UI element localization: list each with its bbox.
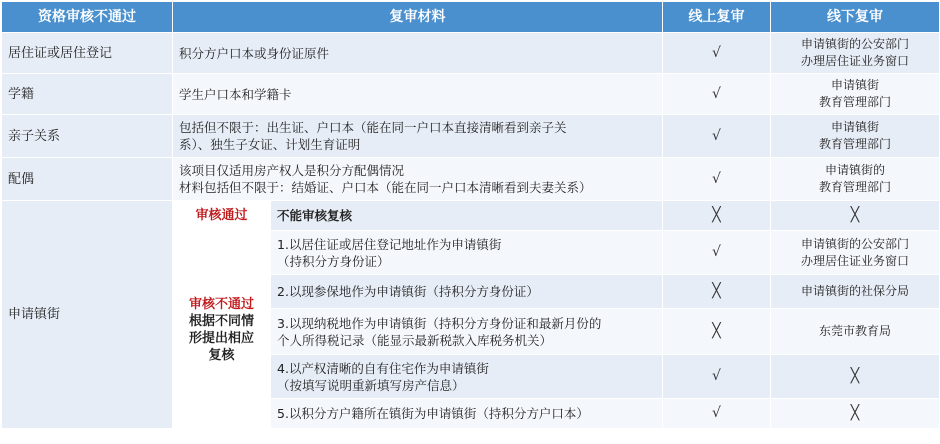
- offline-line: 教育管理部门: [818, 137, 891, 151]
- header-offline-review: 线下复审: [771, 2, 940, 33]
- category-cell: 居住证或居住登记: [2, 33, 173, 74]
- table-header-row: [2, 2, 940, 33]
- material-cell: 积分方户口本或身份证原件: [173, 33, 663, 74]
- online-mark: √: [663, 74, 771, 115]
- cross-icon: ╳: [663, 309, 771, 355]
- material-line: （持积分方身份证）: [277, 253, 390, 269]
- material-cell: [271, 309, 663, 355]
- material-line: 材料包括但不限于：结婚证、户口本（能在同一户口本清晰看到夫妻关系）: [179, 180, 592, 195]
- offline-line: 办理居住证业务窗口: [800, 54, 909, 68]
- online-mark: √: [663, 158, 771, 201]
- material-cell: 学生户口本和学籍卡: [173, 74, 663, 115]
- online-mark: √: [663, 355, 771, 399]
- offline-line: 申请镇街: [830, 120, 879, 134]
- material-line: 个人所得税记录（能显示最新税款入库税务机关）: [277, 332, 553, 348]
- offline-cell: [771, 115, 940, 158]
- review-table: [1, 1, 940, 429]
- pass-label: 审核通过: [173, 201, 271, 231]
- pass-material: 不能审核复核: [271, 201, 663, 231]
- cross-icon: ╳: [771, 399, 940, 429]
- offline-cell: [771, 231, 940, 275]
- cross-icon: ╳: [771, 355, 940, 399]
- fail-label-red: 审核不通过: [188, 296, 254, 312]
- fail-label-line: 复核: [208, 347, 235, 363]
- cross-icon: ╳: [663, 201, 771, 231]
- offline-line: 申请镇街的: [824, 163, 885, 177]
- table-row: [2, 158, 940, 201]
- category-cell: 配偶: [2, 158, 173, 201]
- material-line: （按填写说明重新填写房产信息）: [277, 377, 465, 393]
- online-mark: √: [663, 231, 771, 275]
- offline-line: 教育管理部门: [818, 180, 891, 194]
- material-cell: 5.以积分方户籍所在镇街为申请镇街（持积分方户口本）: [271, 399, 663, 429]
- offline-cell: 东莞市教育局: [771, 309, 940, 355]
- table-row: [2, 115, 940, 158]
- header-qualification: 资格审核不通过: [2, 2, 173, 33]
- table-row: [2, 201, 940, 231]
- material-cell: [271, 355, 663, 399]
- fail-label-line: 根据不同情: [188, 313, 254, 329]
- offline-line: 申请镇街的公安部门: [800, 236, 909, 251]
- category-cell: 学籍: [2, 74, 173, 115]
- fail-label-line: 形提出相应: [188, 330, 254, 346]
- material-cell: [173, 158, 663, 201]
- cross-icon: ╳: [771, 201, 940, 231]
- material-cell: [173, 115, 663, 158]
- material-line: 3.以现纳税地作为申请镇街（持积分方身份证和最新月份的: [277, 315, 602, 331]
- material-line: 包括但不限于：出生证、户口本（能在同一户口本直接清晰看到亲子关: [179, 120, 567, 135]
- table-row: [2, 33, 940, 74]
- offline-line: 教育管理部门: [818, 95, 891, 109]
- online-mark: √: [663, 33, 771, 74]
- online-mark: √: [663, 399, 771, 429]
- offline-cell: [771, 33, 940, 74]
- material-cell: 2.以现参保地作为申请镇街（持积分方身份证）: [271, 275, 663, 309]
- fail-label: [173, 231, 271, 429]
- header-materials: 复审材料: [173, 2, 663, 33]
- category-cell: 申请镇街: [2, 201, 173, 429]
- offline-cell: [771, 158, 940, 201]
- material-line: 4.以产权清晰的自有住宅作为申请镇街: [277, 360, 489, 376]
- offline-cell: 申请镇街的社保分局: [771, 275, 940, 309]
- material-line: 系）、独生子女证、计划生育证明: [179, 137, 361, 152]
- material-line: 1.以居住证或居住登记地址作为申请镇街: [277, 236, 502, 252]
- offline-cell: [771, 74, 940, 115]
- category-cell: 亲子关系: [2, 115, 173, 158]
- online-mark: √: [663, 115, 771, 158]
- offline-line: 申请镇街的公安部门: [800, 37, 909, 51]
- material-cell: [271, 231, 663, 275]
- material-line: 该项目仅适用房产权人是积分方配偶情况: [179, 163, 405, 178]
- offline-line: 办理居住证业务窗口: [800, 253, 909, 268]
- table-row: [2, 74, 940, 115]
- offline-line: 申请镇街: [830, 78, 879, 92]
- cross-icon: ╳: [663, 275, 771, 309]
- header-online-review: 线上复审: [663, 2, 771, 33]
